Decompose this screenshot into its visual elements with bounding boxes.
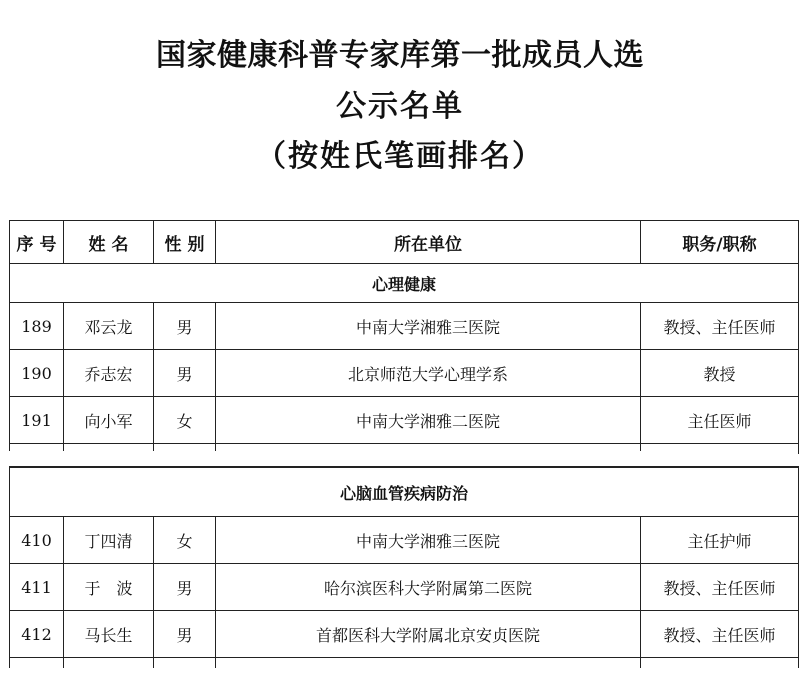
cell-name: 丁四清 — [64, 517, 154, 564]
page-gap — [9, 451, 798, 466]
tail-cell — [64, 658, 154, 669]
cell-organization: 中南大学湘雅三医院 — [216, 303, 641, 350]
member-table-part-2 — [9, 466, 799, 668]
cell-organization: 中南大学湘雅二医院 — [216, 397, 641, 444]
cell-organization: 北京师范大学心理学系 — [216, 350, 641, 397]
cell-gender: 女 — [154, 517, 216, 564]
cell-name: 于 波 — [64, 564, 154, 611]
section-name: 心脑血管疾病防治 — [10, 467, 799, 517]
cell-title: 教授、主任医师 — [641, 303, 799, 350]
table-row — [10, 564, 799, 611]
cell-name: 马长生 — [64, 611, 154, 658]
document-title: 国家健康科普专家库第一批成员人选 — [156, 38, 644, 73]
cell-number: 411 — [10, 564, 64, 611]
cell-organization: 哈尔滨医科大学附属第二医院 — [216, 564, 641, 611]
cell-number: 189 — [10, 303, 64, 350]
cell-gender: 男 — [154, 564, 216, 611]
document-subtitle: 公示名单 — [336, 89, 464, 124]
cell-number: 410 — [10, 517, 64, 564]
table-row — [10, 303, 799, 350]
tail-cell — [641, 658, 799, 669]
cell-name: 向小军 — [64, 397, 154, 444]
table-row — [10, 397, 799, 444]
cell-title: 教授、主任医师 — [641, 564, 799, 611]
section-header-row — [10, 467, 799, 517]
table-tail — [10, 658, 799, 669]
cell-organization: 首都医科大学附属北京安贞医院 — [216, 611, 641, 658]
header-organization: 所在单位 — [216, 221, 641, 264]
sort-note: （按姓氏笔画排名） — [256, 139, 544, 174]
cell-name: 邓云龙 — [64, 303, 154, 350]
table-row — [10, 517, 799, 564]
header-gender: 性 别 — [154, 221, 216, 264]
header-title: 职务/职称 — [641, 221, 799, 264]
tail-cell — [154, 658, 216, 669]
cell-gender: 女 — [154, 397, 216, 444]
table-header-row — [10, 221, 799, 264]
cell-gender: 男 — [154, 611, 216, 658]
cell-number: 191 — [10, 397, 64, 444]
member-table-part-1 — [9, 220, 799, 454]
cell-gender: 男 — [154, 303, 216, 350]
header-number: 序 号 — [10, 221, 64, 264]
cell-number: 412 — [10, 611, 64, 658]
cell-title: 主任护师 — [641, 517, 799, 564]
tail-cell — [10, 658, 64, 669]
cell-title: 教授 — [641, 350, 799, 397]
cell-title: 教授、主任医师 — [641, 611, 799, 658]
header-name: 姓 名 — [64, 221, 154, 264]
cell-organization: 中南大学湘雅三医院 — [216, 517, 641, 564]
cell-number: 190 — [10, 350, 64, 397]
table-row — [10, 350, 799, 397]
tail-cell — [216, 658, 641, 669]
cell-name: 乔志宏 — [64, 350, 154, 397]
section-name: 心理健康 — [10, 264, 799, 303]
section-header-row — [10, 264, 799, 303]
cell-gender: 男 — [154, 350, 216, 397]
cell-title: 主任医师 — [641, 397, 799, 444]
table-row — [10, 611, 799, 658]
